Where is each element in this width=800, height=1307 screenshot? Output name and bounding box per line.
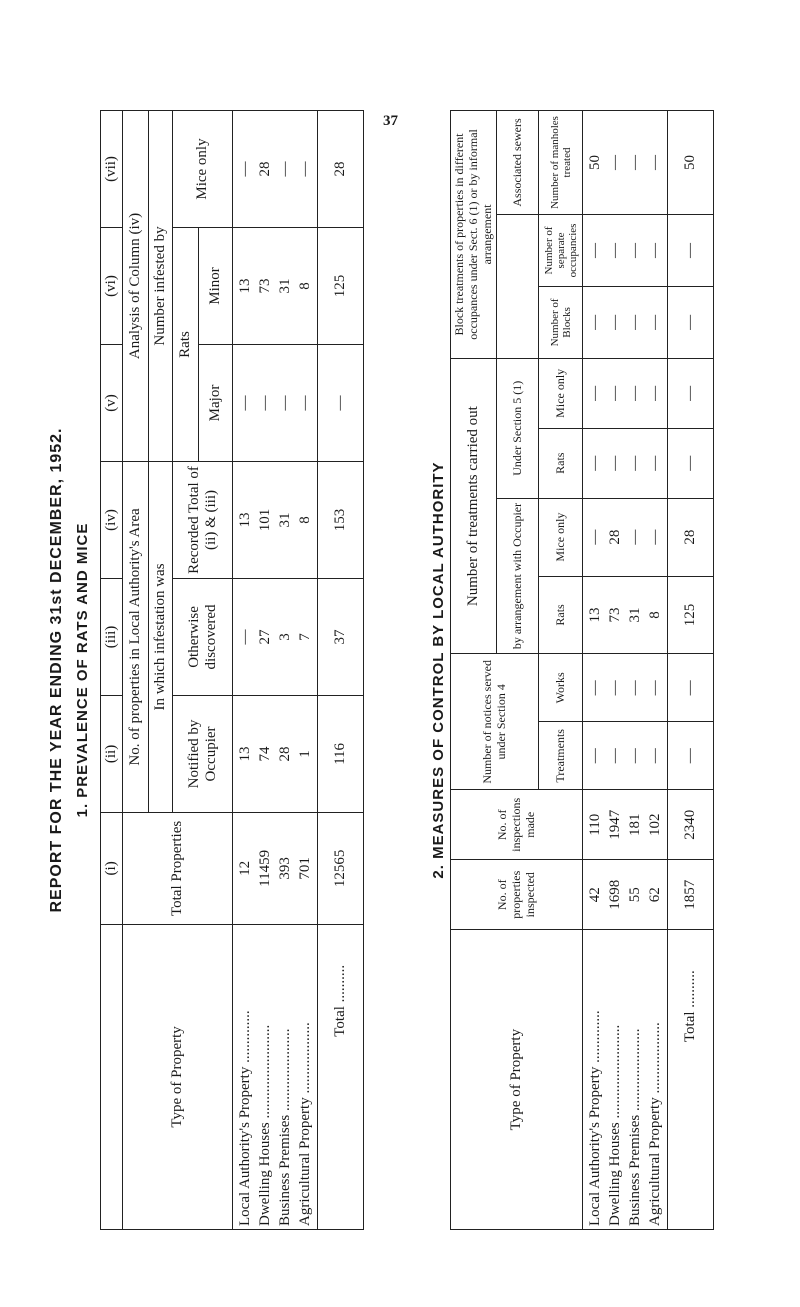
s1-total-recorded: 153 bbox=[318, 461, 364, 578]
cell-value: 28 bbox=[607, 529, 624, 545]
s2-header-occupancies: Number of separate occupancies bbox=[539, 214, 583, 286]
cell-value: — bbox=[647, 680, 664, 696]
s2-header-arr-rats: Rats bbox=[539, 576, 583, 654]
s2-row-type: Local Authority's Property .............. bbox=[587, 1010, 604, 1226]
s1-group-a: No. of properties in Local Authority's Area bbox=[123, 461, 149, 812]
cell-value: 50 bbox=[587, 154, 604, 170]
cell-value: — bbox=[257, 395, 273, 411]
s1-row-type: Dwelling Houses ......................... bbox=[257, 1024, 273, 1226]
cell-value: 13 bbox=[237, 512, 253, 528]
s2-arr-rats-col bbox=[583, 576, 668, 654]
cell-value: 7 bbox=[297, 633, 313, 641]
cell-value: 28 bbox=[257, 161, 273, 177]
cell-value: 55 bbox=[627, 887, 644, 903]
s1-colnum-blank bbox=[101, 924, 123, 1229]
cell-value: — bbox=[237, 395, 253, 411]
s1-row-type: Agricultural Property ................... bbox=[297, 1022, 313, 1226]
cell-value: 27 bbox=[257, 629, 273, 645]
s2-total-label: Total .......... bbox=[668, 930, 714, 1230]
cell-value: 62 bbox=[647, 887, 664, 903]
cell-value: — bbox=[627, 680, 644, 696]
s1-otherwise-col bbox=[233, 578, 318, 695]
s1-major-col bbox=[233, 345, 318, 462]
cell-value: — bbox=[297, 161, 313, 177]
s1-group-a-sub: In which infestation was bbox=[149, 461, 173, 812]
cell-value: 13 bbox=[237, 746, 253, 762]
cell-value: — bbox=[587, 455, 604, 471]
cell-value: — bbox=[277, 161, 293, 177]
s1-total-minor: 125 bbox=[318, 228, 364, 345]
cell-value: 13 bbox=[237, 278, 253, 294]
s2-total-sec-mice: — bbox=[668, 358, 714, 428]
s2-group-arrangement: by arrangement with Occupier bbox=[497, 498, 539, 654]
s1-header-minor: Minor bbox=[199, 228, 233, 345]
cell-value: — bbox=[627, 385, 644, 401]
s2-total-arr-mice: 28 bbox=[668, 498, 714, 576]
cell-value: — bbox=[607, 748, 624, 764]
cell-value: 12 bbox=[237, 860, 253, 876]
cell-value: — bbox=[647, 529, 664, 545]
cell-value: 42 bbox=[587, 887, 604, 903]
s2-total-blocks: — bbox=[668, 286, 714, 358]
cell-value: 13 bbox=[587, 607, 604, 623]
s1-recorded-col bbox=[233, 461, 318, 578]
s2-inspections-col bbox=[583, 790, 668, 860]
cell-value: 11459 bbox=[257, 849, 273, 887]
s2-sec-mice-col bbox=[583, 358, 668, 428]
s2-row-type: Agricultural Property ................... bbox=[647, 1022, 664, 1226]
cell-value: 102 bbox=[647, 813, 664, 837]
s2-total-sec-rats: — bbox=[668, 428, 714, 498]
s1-total-col bbox=[233, 812, 318, 924]
s2-header-inspected: No. of properties inspected bbox=[451, 860, 583, 930]
s1-header-recorded: Recorded Total of (ii) & (iii) bbox=[173, 461, 233, 578]
section2-title: 2. MEASURES OF CONTROL BY LOCAL AUTHORITY bbox=[430, 461, 447, 879]
cell-value: — bbox=[607, 314, 624, 330]
s1-total-mice: 28 bbox=[318, 111, 364, 228]
page-number: 37 bbox=[383, 113, 398, 129]
s2-total-arr-rats: 125 bbox=[668, 576, 714, 654]
s2-header-sec-rats: Rats bbox=[539, 428, 583, 498]
cell-value: 31 bbox=[627, 607, 644, 623]
cell-value: — bbox=[587, 242, 604, 258]
cell-value: 701 bbox=[297, 857, 313, 880]
cell-value: 110 bbox=[587, 813, 604, 836]
prevalence-table bbox=[100, 110, 364, 1230]
cell-value: — bbox=[627, 455, 644, 471]
cell-value: — bbox=[587, 385, 604, 401]
cell-value: — bbox=[587, 529, 604, 545]
s1-colnum-6: (vi) bbox=[101, 228, 123, 345]
s1-header-type: Type of Property bbox=[123, 924, 233, 1229]
cell-value: 181 bbox=[627, 813, 644, 837]
s1-types-cell bbox=[233, 924, 318, 1229]
rotated-page bbox=[40, 110, 800, 1230]
cell-value: — bbox=[237, 161, 253, 177]
cell-value: — bbox=[297, 395, 313, 411]
cell-value: — bbox=[587, 748, 604, 764]
s2-header-sec-mice: Mice only bbox=[539, 358, 583, 428]
s2-header-arr-mice: Mice only bbox=[539, 498, 583, 576]
s2-total-inspected: 1857 bbox=[668, 860, 714, 930]
s2-total-occupancies: — bbox=[668, 214, 714, 286]
s1-total-major: — bbox=[318, 345, 364, 462]
cell-value: 8 bbox=[297, 516, 313, 524]
cell-value: — bbox=[647, 748, 664, 764]
s1-rats-label: Rats bbox=[173, 228, 199, 462]
s2-header-manholes: Number of manholes treated bbox=[539, 111, 583, 215]
s1-mice-col bbox=[233, 111, 318, 228]
s2-sec-rats-col bbox=[583, 428, 668, 498]
s1-colnum-2: (ii) bbox=[101, 695, 123, 812]
s2-group-notices: Number of notices served under Section 4 bbox=[451, 654, 539, 790]
cell-value: 73 bbox=[607, 607, 624, 623]
s1-group-b: Analysis of Column (iv) bbox=[123, 111, 149, 462]
cell-value: — bbox=[647, 385, 664, 401]
s1-colnum-7: (vii) bbox=[101, 111, 123, 228]
s1-notified-col bbox=[233, 695, 318, 812]
cell-value: 1 bbox=[297, 750, 313, 758]
cell-value: 1698 bbox=[607, 879, 624, 910]
s2-total-works: — bbox=[668, 654, 714, 722]
s1-total-notified: 116 bbox=[318, 695, 364, 812]
cell-value: — bbox=[627, 242, 644, 258]
cell-value: — bbox=[627, 154, 644, 170]
s1-header-major: Major bbox=[199, 345, 233, 462]
cell-value: — bbox=[237, 629, 253, 645]
s1-group-b-sub: Number infested by bbox=[149, 111, 173, 462]
s2-header-blocks: Number of Blocks bbox=[539, 286, 583, 358]
cell-value: — bbox=[627, 748, 644, 764]
section1-title: 1. PREVALENCE OF RATS AND MICE bbox=[74, 522, 91, 818]
s1-total-otherwise: 37 bbox=[318, 578, 364, 695]
s1-header-notified: Notified by Occupier bbox=[173, 695, 233, 812]
cell-value: — bbox=[607, 154, 624, 170]
cell-value: — bbox=[627, 314, 644, 330]
s2-group-block: Block treatments of properties in different occupances under Sect. 6 (1) or by informal arrangement bbox=[451, 111, 497, 359]
s1-row-type: Business Premises ...................... bbox=[277, 1028, 293, 1226]
s2-total-manholes: 50 bbox=[668, 111, 714, 215]
s2-blocks-col bbox=[583, 286, 668, 358]
cell-value: 3 bbox=[277, 633, 293, 641]
s1-colnum-3: (iii) bbox=[101, 578, 123, 695]
cell-value: 31 bbox=[277, 278, 293, 294]
cell-value: — bbox=[587, 680, 604, 696]
s1-row-type: Local Authority's Property .............. bbox=[237, 1010, 253, 1226]
s1-total-label: Total .......... bbox=[318, 924, 364, 1229]
s2-group-sewers: Associated sewers bbox=[497, 111, 539, 215]
s1-header-otherwise: Otherwise discovered bbox=[173, 578, 233, 695]
cell-value: 8 bbox=[647, 611, 664, 619]
s2-group-treatments: Number of treatments carried out bbox=[451, 358, 497, 654]
s2-row-type: Dwelling Houses ......................... bbox=[607, 1024, 624, 1226]
s2-total-treatments: — bbox=[668, 722, 714, 790]
s2-treatments-col bbox=[583, 722, 668, 790]
s2-header-treatments: Treatments bbox=[539, 722, 583, 790]
s2-block-spacer bbox=[497, 214, 539, 358]
s2-header-works: Works bbox=[539, 654, 583, 722]
cell-value: 393 bbox=[277, 857, 293, 880]
s1-colnum-1: (i) bbox=[101, 812, 123, 924]
cell-value: 74 bbox=[257, 746, 273, 762]
s2-header-inspections: No. of inspections made bbox=[451, 790, 583, 860]
cell-value: — bbox=[647, 242, 664, 258]
cell-value: 101 bbox=[257, 508, 273, 532]
cell-value: 31 bbox=[277, 512, 293, 528]
cell-value: 73 bbox=[257, 278, 273, 294]
report-title: REPORT FOR THE YEAR ENDING 31st DECEMBER, 1952. bbox=[48, 427, 65, 913]
s2-occupancies-col bbox=[583, 214, 668, 286]
s1-header-mice: Mice only bbox=[173, 111, 233, 228]
s2-group-under: Under Section 5 (1) bbox=[497, 358, 539, 498]
cell-value: — bbox=[607, 455, 624, 471]
cell-value: — bbox=[607, 242, 624, 258]
cell-value: 1947 bbox=[607, 809, 624, 840]
s2-types-cell bbox=[583, 930, 668, 1230]
s1-total-total: 12565 bbox=[318, 812, 364, 924]
cell-value: — bbox=[647, 314, 664, 330]
s2-inspected-col bbox=[583, 860, 668, 930]
s2-works-col bbox=[583, 654, 668, 722]
s1-minor-col bbox=[233, 228, 318, 345]
s2-manholes-col bbox=[583, 111, 668, 215]
s2-arr-mice-col bbox=[583, 498, 668, 576]
cell-value: — bbox=[607, 385, 624, 401]
cell-value: 28 bbox=[277, 746, 293, 762]
control-measures-table bbox=[450, 110, 714, 1230]
cell-value: — bbox=[647, 455, 664, 471]
cell-value: — bbox=[627, 529, 644, 545]
s1-colnum-4: (iv) bbox=[101, 461, 123, 578]
cell-value: — bbox=[277, 395, 293, 411]
cell-value: — bbox=[587, 314, 604, 330]
cell-value: — bbox=[607, 680, 624, 696]
s1-colnum-5: (v) bbox=[101, 345, 123, 462]
s1-header-total: Total Properties bbox=[123, 812, 233, 924]
s2-row-type: Business Premises ...................... bbox=[627, 1028, 644, 1226]
s2-total-inspections: 2340 bbox=[668, 790, 714, 860]
cell-value: — bbox=[647, 154, 664, 170]
s2-header-type: Type of Property bbox=[451, 930, 583, 1230]
cell-value: 8 bbox=[297, 282, 313, 290]
